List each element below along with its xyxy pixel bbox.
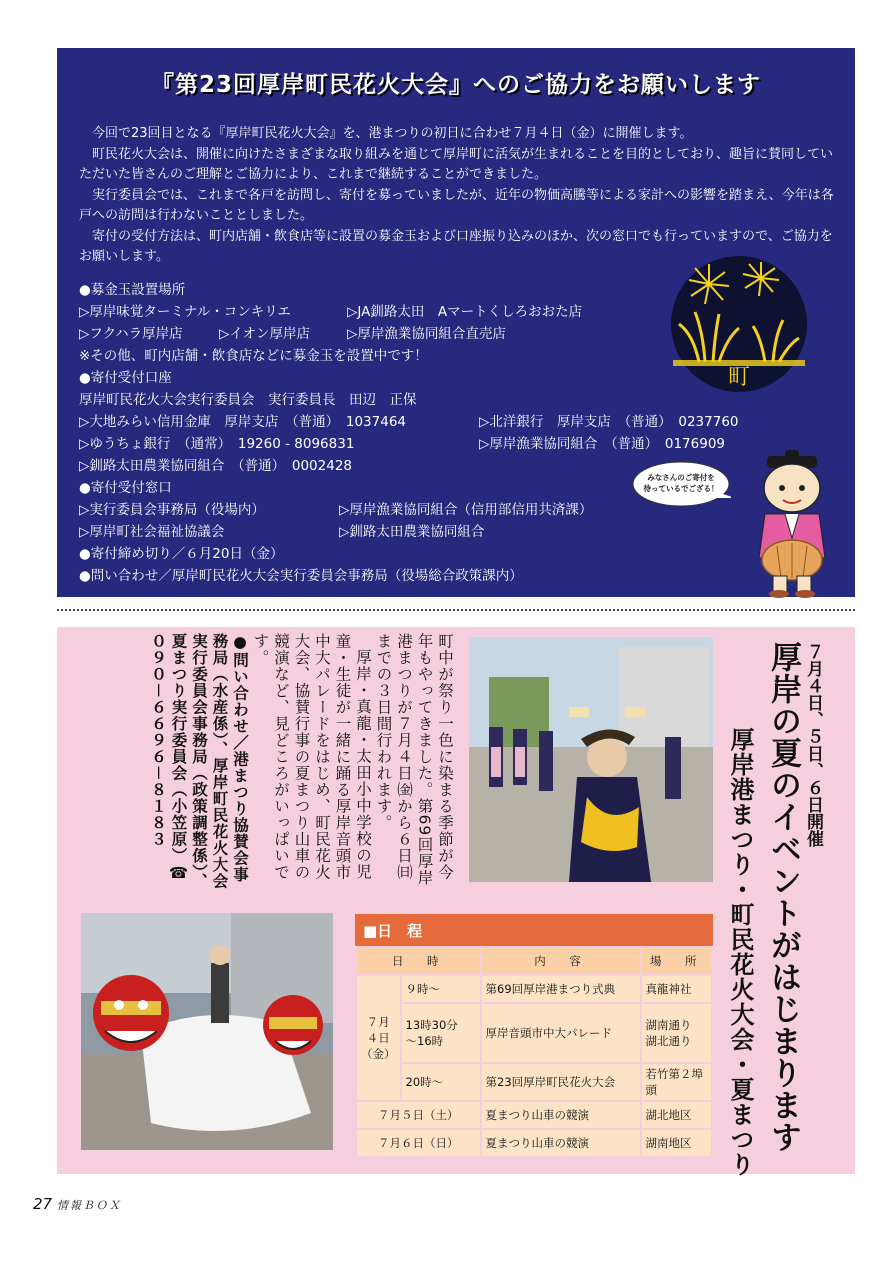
intro-paragraph: 実行委員会では、これまで各戸を訪問し、寄付を募っていましたが、近年の物価高騰等による家計への影響を踏まえ、今年は各戸への訪問は行わないこととしました。 xyxy=(79,187,834,223)
window-item: ▷厚岸町社会福祉協議会 xyxy=(79,524,225,540)
lion-dance-photo xyxy=(81,913,333,1150)
page-number: 27 xyxy=(33,1195,53,1213)
row-place: 真龍神社 xyxy=(641,975,713,1003)
fireworks-glyph: 町 xyxy=(727,365,751,390)
intro-paragraph: 寄付の受付方法は、町内店舗・飲食店等に設置の募金玉および口座振り込みのほか、次の窓口でも行っていますので、ご協力をお願いします。 xyxy=(79,228,833,264)
page-footer xyxy=(33,1195,122,1213)
bokin-note: ※その他、町内店舗・飲食店などに募金玉を設置中です！ xyxy=(79,348,428,364)
col-header-datetime: 日 時 xyxy=(356,947,481,975)
donation-contact: ●問い合わせ／厚岸町民花火大会実行委員会事務局（役場総合政策課内） xyxy=(79,568,523,584)
bokin-location: ▷JA釧路太田 Aマートくしろおおた店 xyxy=(347,304,583,320)
row-content: 夏まつり山車の競演 xyxy=(481,1129,641,1157)
donation-title: 『第23回厚岸町民花火大会』へのご協力をお願いします xyxy=(150,72,761,98)
body-contact: ●問い合わせ／港まつり協賛会事務局（水産係）、厚岸町民花火大会実行委員会事務局（政策調整係）、夏まつり実行委員会（小笠原）☎０９０－６６９６－８１８３ xyxy=(149,633,249,890)
bokin-location: ▷フクハラ厚岸店 xyxy=(79,326,183,342)
event-title: 厚岸の夏のイベントがはじまります xyxy=(765,641,801,1153)
bubble-line: 待っているでござる！ xyxy=(643,484,719,493)
row-time: 20時～ xyxy=(401,1063,481,1101)
event-panel xyxy=(57,627,855,1177)
schedule-table xyxy=(355,914,713,1158)
row-place: 湖南通り 湖北通り xyxy=(641,1003,713,1063)
body-paragraph: 厚岸・真龍・太田小中学校の児童・生徒が一緒に踊る厚岸音頭市中大パレードをはじめ、町民花火大会、協賛行事の夏まつり山車の競演など、見どころがいっぱいです。 xyxy=(251,633,372,881)
deadline: ●寄付締め切り／６月20日（金） xyxy=(79,546,284,562)
window-item: ▷実行委員会事務局（役場内） xyxy=(79,502,265,518)
bokin-location: ▷イオン厚岸店 xyxy=(219,326,310,342)
bokin-location: ▷厚岸漁業協同組合直売店 xyxy=(347,326,506,342)
row-date: ７月６日（日） xyxy=(356,1129,481,1157)
bubble-line: みなさんのご寄付を xyxy=(647,473,715,482)
table-row xyxy=(356,1003,712,1063)
row-content: 厚岸音頭市中大パレード xyxy=(481,1003,641,1063)
intro-paragraph: 町民花火大会は、開催に向けたさまざまな取り組みを通じて厚岸町に活気が生まれることを目的としており、趣旨に賛同していただいた皆さんのご理解とご協力により、これまで継続することができました。 xyxy=(79,146,834,182)
parade-photo xyxy=(469,637,713,882)
account-heading: ●寄付受付口座 xyxy=(79,370,172,386)
section-divider xyxy=(57,609,855,611)
col-header-content: 内 容 xyxy=(481,947,641,975)
donation-intro xyxy=(79,124,837,268)
row-time: ９時～ xyxy=(401,975,481,1003)
body-paragraph: 町中が祭り一色に染まる季節が今年もやってきました。第69回厚岸港まつりが７月４日㈮から６日㈰までの３日間行われます。 xyxy=(374,633,454,886)
account-item: ▷厚岸漁業協同組合 （普通） 0176909 xyxy=(479,436,726,452)
table-row xyxy=(356,975,712,1003)
row-place: 湖北地区 xyxy=(641,1101,713,1129)
donation-panel xyxy=(57,48,855,597)
row-content: 第69回厚岸港まつり式典 xyxy=(481,975,641,1003)
table-row xyxy=(356,1129,712,1157)
fireworks-illustration xyxy=(669,254,809,394)
col-header-place: 場 所 xyxy=(641,947,713,975)
window-item: ▷釧路太田農業協同組合 xyxy=(339,524,485,540)
event-dates: ７月４日、５日、６日開催 xyxy=(803,643,823,847)
row-date: ７月５日（土） xyxy=(356,1101,481,1129)
schedule-header: ■日 程 xyxy=(355,914,713,946)
account-holder: 厚岸町民花火大会実行委員会 実行委員長 田辺 正保 xyxy=(79,392,417,408)
day1-date: ７月 ４日 （金） xyxy=(356,975,401,1101)
row-content: 夏まつり山車の競演 xyxy=(481,1101,641,1129)
row-place: 若竹第２埠頭 xyxy=(641,1063,713,1101)
account-item: ▷北洋銀行 厚岸支店 （普通） 0237760 xyxy=(479,414,739,430)
speech-bubble xyxy=(631,460,731,510)
schedule-grid xyxy=(355,946,713,1158)
account-item: ▷大地みらい信用金庫 厚岸支店 （普通） 1037464 xyxy=(79,414,407,430)
intro-paragraph: 今回で23回目となる『厚岸町民花火大会』を、港まつりの初日に合わせ７月４日（金）に開催します。 xyxy=(92,126,693,141)
footer-label: 情報ＢＯＸ xyxy=(56,1199,122,1212)
bokin-location: ▷厚岸味覚ターミナル・コンキリエ xyxy=(79,304,291,320)
table-row xyxy=(356,1101,712,1129)
bokin-heading: ●募金玉設置場所 xyxy=(79,282,186,298)
window-item: ▷厚岸漁業協同組合（信用部信用共済課） xyxy=(339,502,593,518)
row-content: 第23回厚岸町民花火大会 xyxy=(481,1063,641,1101)
account-item: ▷釧路太田農業協同組合 （普通） 0002428 xyxy=(79,458,353,474)
event-body xyxy=(117,633,455,893)
account-item: ▷ゆうちょ銀行 （通常） 19260 - 8096831 xyxy=(79,436,355,452)
window-heading: ●寄付受付窓口 xyxy=(79,480,172,496)
row-place: 湖南地区 xyxy=(641,1129,713,1157)
mascot-illustration xyxy=(737,448,847,598)
event-subtitle: 厚岸港まつり・町民花火大会・夏まつり xyxy=(726,727,754,1177)
table-row xyxy=(356,1063,712,1101)
row-time: 13時30分 ～16時 xyxy=(401,1003,481,1063)
